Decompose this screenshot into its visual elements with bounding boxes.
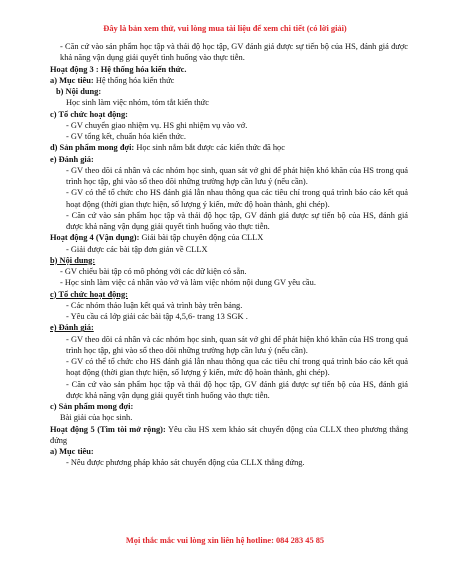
paragraph: - Các nhóm thảo luận kết quả và trình bày trên bảng.	[66, 300, 243, 310]
subheading: e) Đánh giá:	[50, 323, 94, 333]
subheading: e) Đánh giá:	[50, 154, 94, 164]
label: a) Mục tiêu:	[50, 75, 94, 85]
paragraph: - GV có thể tổ chức cho HS đánh giá lẫn nhau thông qua các tiêu chí trong quá trình báo cáo kết quả hoạt động (thời gian thực hiện, số lượng ý kiến, mức độ hoàn thành, ghi chép).	[66, 357, 408, 378]
paragraph: - Yêu cầu cả lớp giải các bài tập 4,5,6- trang 13 SGK .	[66, 312, 248, 321]
paragraph: - GV theo dõi cá nhân và các nhóm học sinh, quan sát vở ghi để phát hiện khó khăn của HS trong quá trình học tập, ghi vào sổ theo dõi những trường hợp cần lưu ý (nếu cần).	[66, 334, 408, 355]
paragraph	[50, 232, 408, 243]
hotline-notice-banner: Mọi thắc mắc vui lòng xin liên hệ hotline: 084 283 45 85	[125, 536, 325, 545]
subheading: c) Tổ chức hoạt động:	[50, 289, 128, 299]
paragraph: - GV tổng kết, chuẩn hóa kiến thức.	[66, 132, 186, 141]
label: Hoạt động 5 (Tìm tòi mở rộng):	[50, 424, 166, 434]
text: Hệ thống hóa kiến thức	[93, 75, 175, 85]
text: Yêu cầu HS xem khảo sát chuyển động của CLLX theo phương thẳng đứng	[50, 424, 409, 445]
section-heading: Hoạt động 3 : Hệ thống hóa kiến thức.	[50, 64, 187, 74]
subheading: b) Nội dung:	[50, 255, 96, 265]
paragraph: - GV có thể tổ chức cho HS đánh giá lẫn nhau thông qua các tiêu chí trong quá trình báo cáo kết quả hoạt động (thời gian thực hiện, số lượng ý kiến, mức độ hoàn thành, ghi chép).	[66, 188, 408, 209]
paragraph: - GV theo dõi cá nhân và các nhóm học sinh, quan sát vở ghi để phát hiện khó khăn của HS trong quá trình học tập, ghi vào sổ theo dõi những trường hợp cần lưu ý (nếu cần).	[66, 165, 408, 186]
preview-notice-banner: Đây là bản xem thử, vui lòng mua tài liệu để xem chi tiết (có lời giải)	[103, 24, 347, 33]
paragraph: - GV chiếu bài tập có mô phỏng với các dữ kiện có sẵn.	[60, 267, 247, 276]
paragraph: Bài giải của học sinh.	[60, 413, 133, 423]
text: Giải bài tập chuyên động của CLLX	[139, 233, 264, 243]
paragraph: - Nêu được phương pháp khảo sát chuyển động của CLLX thẳng đứng.	[66, 458, 305, 468]
paragraph: - Căn cứ vào sản phẩm học tập và thái độ học tập, GV đánh giá được sự tiến bộ của HS, đánh giá được khả năng vận dụng giải quyết tình huống vào thực tiễn.	[60, 42, 408, 63]
paragraph	[50, 142, 408, 153]
subheading: c) Tổ chức hoạt động:	[50, 109, 128, 119]
label: Hoạt động 4 (Vận dụng):	[50, 233, 140, 243]
paragraph: - Căn cứ vào sản phẩm học tập và thái độ học tập, GV đánh giá được sự tiến bộ của HS, đánh giá được khả năng vận dụng giải quyết tình huống vào thực tiễn.	[66, 210, 408, 231]
paragraph: - Học sinh làm việc cá nhân vào vở và làm việc nhóm nội dung GV yêu cầu.	[60, 278, 316, 288]
paragraph: - Căn cứ vào sản phẩm học tập và thái độ học tập, GV đánh giá được sự tiến bộ của HS, đánh giá được khả năng vận dụng giải quyết tình huống vào thực tiễn.	[66, 379, 408, 400]
subheading: b) Nội dung:	[56, 87, 102, 96]
paragraph: Học sinh làm việc nhóm, tóm tắt kiến thức	[66, 98, 209, 108]
paragraph: - Giải được các bài tập đơn giản về CLLX	[66, 244, 208, 254]
text: Học sinh nắm bắt được các kiến thức đã học	[134, 143, 285, 153]
document-body	[50, 41, 408, 469]
paragraph	[50, 75, 408, 86]
paragraph	[50, 424, 408, 447]
paragraph: - GV chuyển giao nhiệm vụ. HS ghi nhiệm vụ vào vở.	[66, 120, 248, 130]
label: d) Sản phẩm mong đợi:	[50, 143, 135, 153]
subheading: c) Sản phẩm mong đợi:	[50, 402, 134, 411]
subheading: a) Mục tiêu:	[50, 447, 94, 456]
